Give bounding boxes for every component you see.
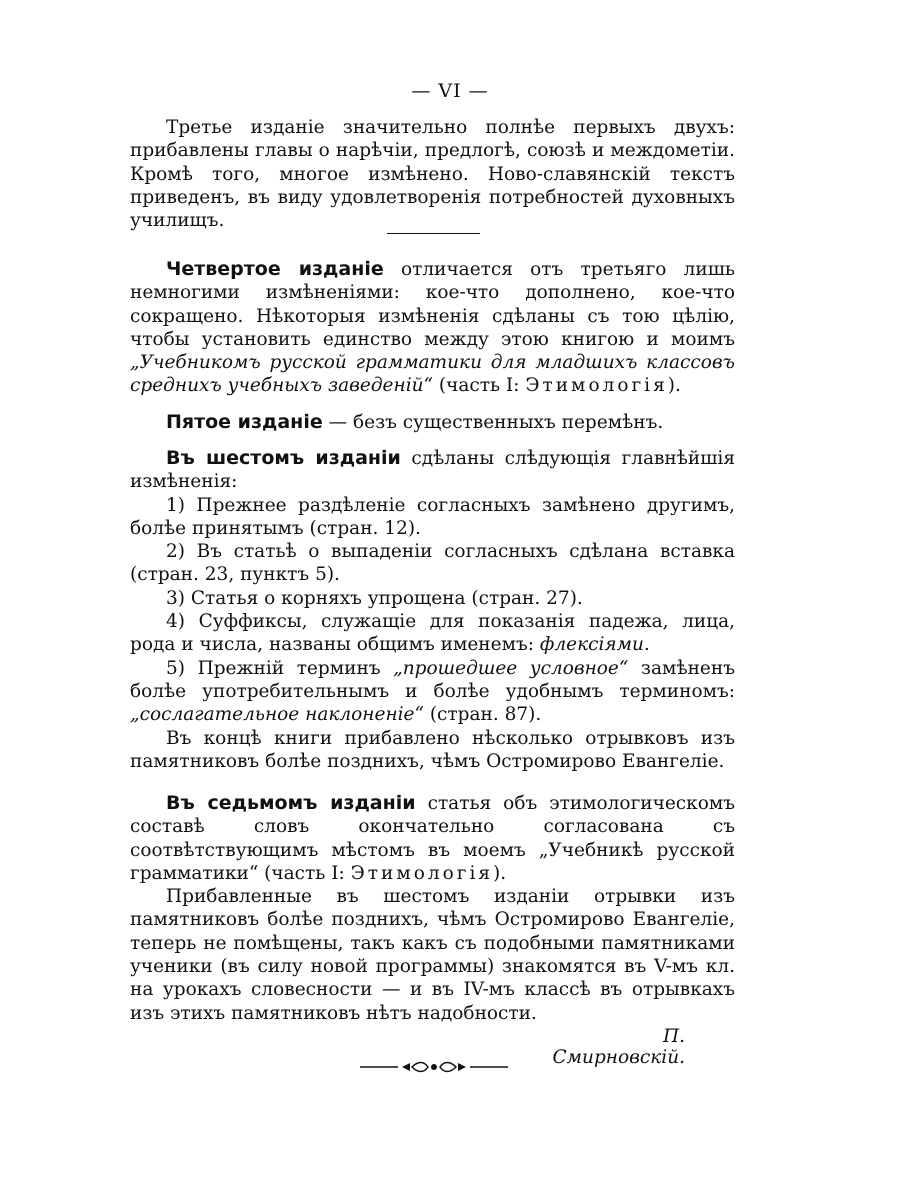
fifth-edition-heading: Пятое изданіе xyxy=(166,411,323,433)
seventh-edition-paragraph xyxy=(130,792,735,885)
seventh-edition-heading: Въ седьмомъ изданіи xyxy=(166,792,416,814)
author-signature: П. Смирновскій. xyxy=(552,1026,685,1068)
book-title: „Учебникомъ русской грамматики для младшихъ классовъ среднихъ учебныхъ заведеній“ xyxy=(130,352,735,397)
item-4-term: флексіями xyxy=(539,634,644,656)
fourth-text-1: отличается отъ третьяго лишь немногими измѣненіями: кое-что дополнено, кое-что сокращено. Нѣкоторыя измѣненія сдѣланы съ тою цѣлію, чтобы установить единство между этою книгою и моимъ xyxy=(130,259,735,350)
seventh-paragraph-2: Прибавленные въ шестомъ изданіи отрывки изъ памятниковъ болѣе позднихъ, чѣмъ Остромирово Евангеліе, теперь не помѣщены, такъ какъ съ подобными памятниками ученики (въ силу новой программы) знакомятся въ V-мъ кл. на урокахъ словесности — и въ IV-мъ классѣ въ отрывкахъ изъ этихъ памятниковъ нѣтъ надобности. xyxy=(130,886,735,1024)
sixth-edition-block xyxy=(130,447,735,773)
sixth-item-1: 1) Прежнее раздѣленіе согласныхъ замѣнено другимъ, болѣе принятымъ (стран. 12). xyxy=(130,494,735,539)
item-5-text-b: замѣненъ болѣе употребительнымъ и болѣе удобнымъ терминомъ: xyxy=(130,657,735,702)
fifth-text: — безъ существенныхъ перемѣнъ. xyxy=(322,412,664,433)
fifth-edition-block xyxy=(130,411,735,434)
sixth-item-5 xyxy=(130,657,735,727)
fourth-edition-heading: Четвертое изданіе xyxy=(166,258,384,280)
sixth-item-3: 3) Статья о корняхъ упрощена (стран. 27). xyxy=(166,587,583,609)
item-4-text: 4) Суффиксы, служащіе для показанія падежа, лица, рода и числа, названы общимъ именемъ: xyxy=(130,611,735,656)
third-edition-paragraph: Третье изданіе значительно полнѣе первыхъ двухъ: прибавлены главы о нарѣчіи, предлогѣ, союзѣ и междометіи. Кромѣ того, многое измѣнено. Ново-славянскій текстъ приведенъ, въ виду удовлетворенія потребностей духовныхъ училищъ. xyxy=(130,117,735,232)
sixth-edition-heading: Въ шестомъ изданіи xyxy=(166,447,401,469)
sixth-edition-intro xyxy=(130,447,735,494)
item-4-end: . xyxy=(643,634,650,656)
item-5-text-c: (стран. 87). xyxy=(423,704,542,726)
section-divider xyxy=(387,233,480,234)
fourth-edition-paragraph xyxy=(130,258,735,398)
fourth-edition-block xyxy=(130,258,735,398)
item-5-term-2: „сослагательное наклоненіе“ xyxy=(130,704,424,726)
fifth-edition-paragraph xyxy=(130,411,735,434)
sixth-end-paragraph: Въ концѣ книги прибавлено нѣсколько отрывковъ изъ памятниковъ болѣе позднихъ, чѣмъ Остромирово Евангеліе. xyxy=(130,727,735,772)
seventh-text-2: ). xyxy=(493,862,507,884)
ornament-divider xyxy=(360,1060,508,1074)
etymology-label: Этимологія xyxy=(525,375,668,397)
sixth-item-2: 2) Въ статьѣ о выпаденіи согласныхъ сдѣлана вставка (стран. 23, пунктъ 5). xyxy=(130,541,735,586)
item-5-term-1: „прошедшее условное“ xyxy=(393,657,629,679)
sixth-item-4 xyxy=(130,610,735,657)
third-edition-block xyxy=(130,116,735,232)
fourth-text-2: (часть I: xyxy=(432,375,526,397)
seventh-etymology-label: Этимологія xyxy=(350,862,494,884)
fourth-text-3: ). xyxy=(667,375,681,397)
page-number: — VI — xyxy=(411,80,489,102)
seventh-edition-block xyxy=(130,792,735,1025)
seventh-text-1: статья объ этимологическомъ составѣ словъ окончательно согласована съ соотвѣтствующимъ мѣстомъ въ моемъ „Учебникѣ русской грамматики“ (часть I: xyxy=(130,793,735,884)
item-5-text-a: 5) Прежній терминъ xyxy=(166,657,394,679)
sixth-intro-text: сдѣланы слѣдующія главнѣйшія измѣненія: xyxy=(130,448,735,493)
